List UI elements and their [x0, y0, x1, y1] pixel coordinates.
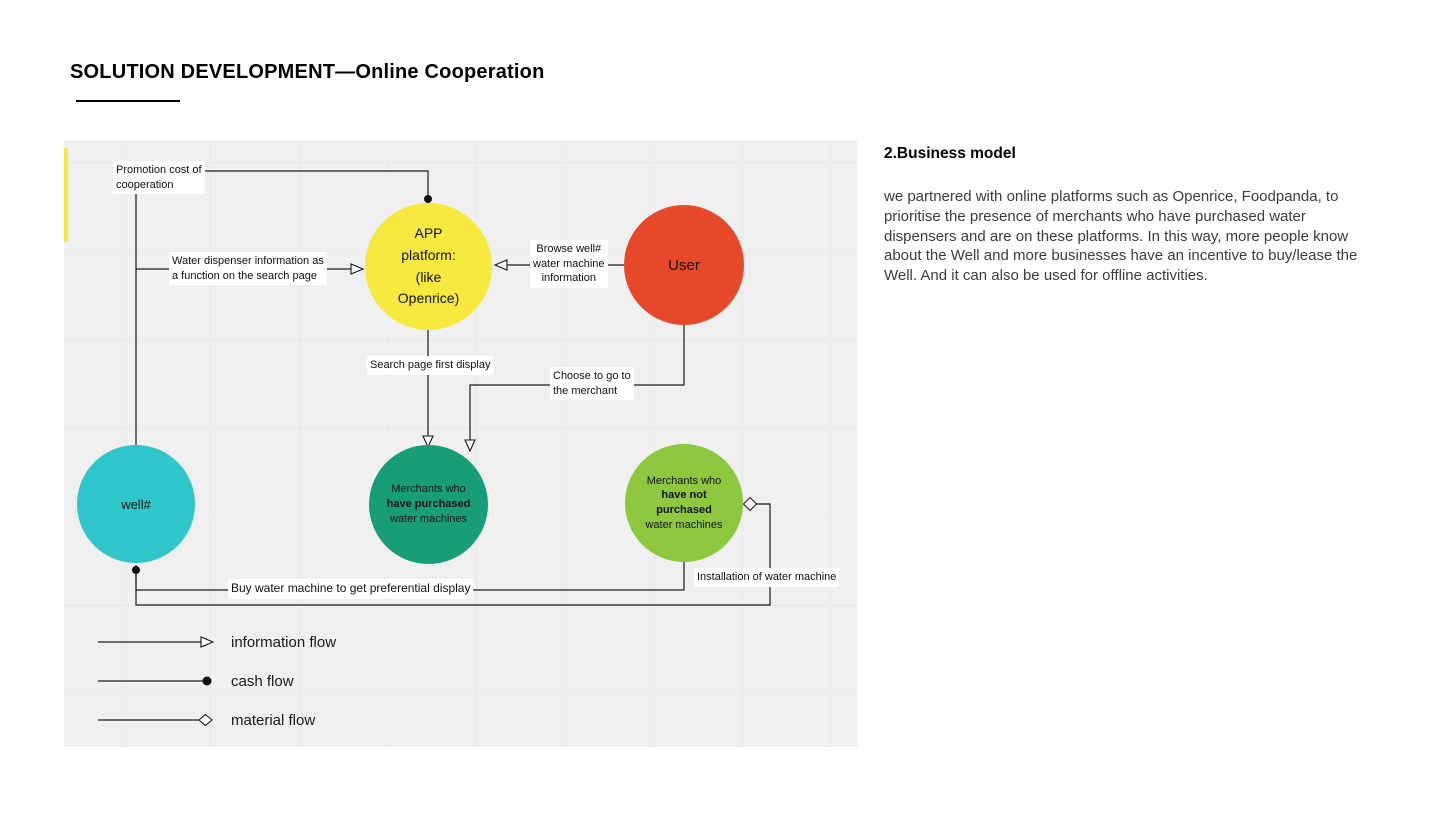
label-line: Water dispenser information as	[172, 255, 324, 267]
node-label-line: have not	[661, 489, 707, 502]
material-flow-diamond-icon	[97, 712, 217, 728]
node-well	[77, 445, 195, 563]
node-merchants-purchased	[369, 445, 488, 564]
title-underline	[76, 100, 180, 102]
legend-label: information flow	[231, 633, 337, 651]
section-body: we partnered with online platforms such as Openrice, Foodpanda, to prioritise the presence of merchants who have purchased water dispensers and are on these platforms. In this way, more people know about the Well and more businesses have an incentive to buy/lease the Well. And it can also be used for offline activities.	[884, 188, 1358, 285]
node-label-line: have purchased	[386, 498, 471, 511]
diagram-canvas	[64, 140, 857, 747]
node-app-platform	[365, 203, 492, 330]
node-label-line: APP	[414, 225, 443, 242]
node-label-line: water machines	[645, 518, 723, 531]
label-line: Promotion cost of	[116, 164, 202, 176]
label-line: cooperation	[116, 178, 174, 191]
label-browse-info	[530, 240, 608, 288]
legend	[97, 628, 336, 745]
label-choose-merchant	[550, 367, 634, 400]
search-display-info-flow	[423, 330, 433, 447]
label-promotion-cost	[113, 161, 205, 194]
node-label-line: platform:	[401, 246, 456, 263]
page-title: SOLUTION DEVELOPMENT—Online Cooperation	[70, 61, 545, 83]
node-merchants-not-purchased	[625, 444, 743, 562]
label-search-page-display: Search page first display	[367, 356, 493, 375]
info-arrowhead-icon	[351, 264, 363, 274]
info-arrowhead-icon	[495, 260, 507, 270]
node-user	[624, 205, 744, 325]
label-line: information	[541, 272, 596, 285]
information-flow-arrow-icon	[97, 634, 217, 650]
node-label-line: water machines	[389, 512, 468, 525]
label-installation: Installation of water machine	[694, 568, 839, 587]
info-arrowhead-icon	[465, 440, 475, 451]
business-model-panel	[884, 145, 1370, 286]
label-water-dispenser-info	[169, 252, 327, 285]
label-line: the merchant	[553, 384, 618, 397]
label-line: Browse well#	[536, 243, 602, 255]
section-heading: 2.Business model	[884, 145, 1016, 162]
label-buy-machine: Buy water machine to get preferential display	[228, 579, 473, 599]
legend-item-material-flow	[97, 706, 336, 734]
legend-item-information-flow	[97, 628, 336, 656]
cash-flow-dot-icon	[97, 673, 217, 689]
legend-item-cash-flow	[97, 667, 336, 695]
label-line: Choose to go to	[553, 370, 631, 382]
node-label-line: Merchants who	[391, 483, 466, 496]
legend-label: cash flow	[231, 672, 294, 690]
label-line: water machine	[533, 257, 605, 270]
cash-flow-dot-icon	[424, 195, 432, 203]
legend-label: material flow	[231, 711, 316, 729]
label-line: a function on the search page	[172, 269, 317, 282]
node-label: User	[668, 256, 700, 274]
node-label-line: Merchants who	[646, 474, 722, 487]
node-label-line: purchased	[656, 504, 712, 516]
node-label-line: Openrice)	[397, 290, 460, 307]
material-diamond-icon	[744, 498, 757, 511]
node-label-line: (like	[415, 268, 442, 285]
node-label: well#	[121, 496, 151, 512]
